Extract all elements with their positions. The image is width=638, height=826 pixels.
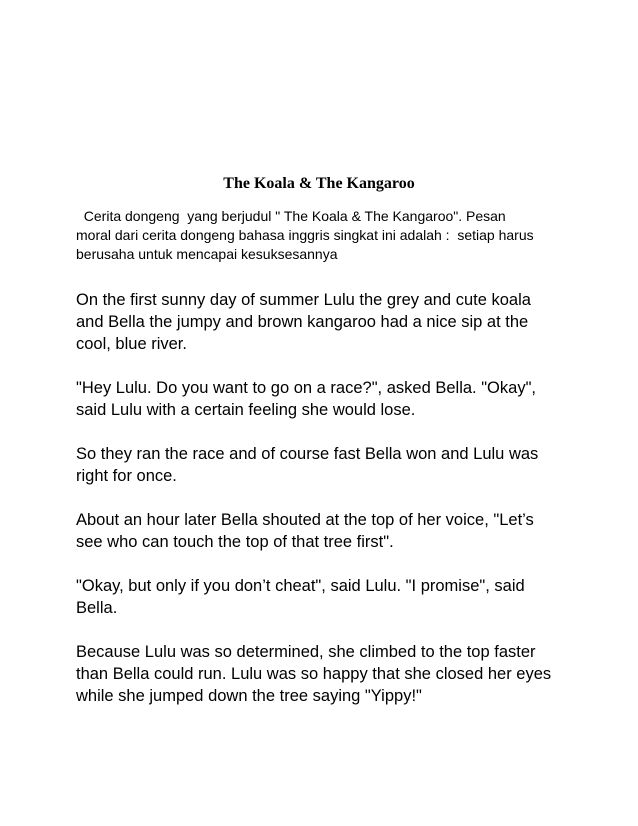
story-line: Because Lulu was so determined, she climbed to the top faster <box>76 643 536 661</box>
story-line: and Bella the jumpy and brown kangaroo had a nice sip at the <box>76 313 529 331</box>
intro-paragraph <box>76 207 566 264</box>
story-line: About an hour later Bella shouted at the top of her voice, "Let’s <box>76 511 534 529</box>
story-line: while she jumped down the tree saying "Yippy!" <box>76 687 422 705</box>
story-paragraph-2 <box>76 377 576 421</box>
story-line: "Hey Lulu. Do you want to go on a race?", asked Bella. "Okay", <box>76 379 537 397</box>
story-line: On the first sunny day of summer Lulu the grey and cute koala <box>76 291 531 309</box>
intro-line: Cerita dongeng yang berjudul " The Koala & The Kangaroo". Pesan <box>76 208 506 224</box>
story-line: So they ran the race and of course fast Bella won and Lulu was <box>76 445 539 463</box>
story-line: than Bella could run. Lulu was so happy that she closed her eyes <box>76 665 552 683</box>
story-line: right for once. <box>76 467 177 485</box>
story-line: Bella. <box>76 599 118 617</box>
story-paragraph-5 <box>76 575 576 619</box>
story-paragraph-1 <box>76 289 576 355</box>
story-line: said Lulu with a certain feeling she would lose. <box>76 401 416 419</box>
intro-line: berusaha untuk mencapai kesuksesannya <box>76 246 338 262</box>
intro-line: moral dari cerita dongeng bahasa inggris singkat ini adalah : setiap harus <box>76 227 534 243</box>
document-title: The Koala & The Kangaroo <box>223 175 415 192</box>
story-paragraph-4 <box>76 509 576 553</box>
story-line: cool, blue river. <box>76 335 187 353</box>
story-line: "Okay, but only if you don’t cheat", said Lulu. "I promise", said <box>76 577 525 595</box>
story-body <box>76 289 576 729</box>
story-paragraph-6 <box>76 641 576 707</box>
story-paragraph-3 <box>76 443 576 487</box>
story-line: see who can touch the top of that tree first". <box>76 533 394 551</box>
